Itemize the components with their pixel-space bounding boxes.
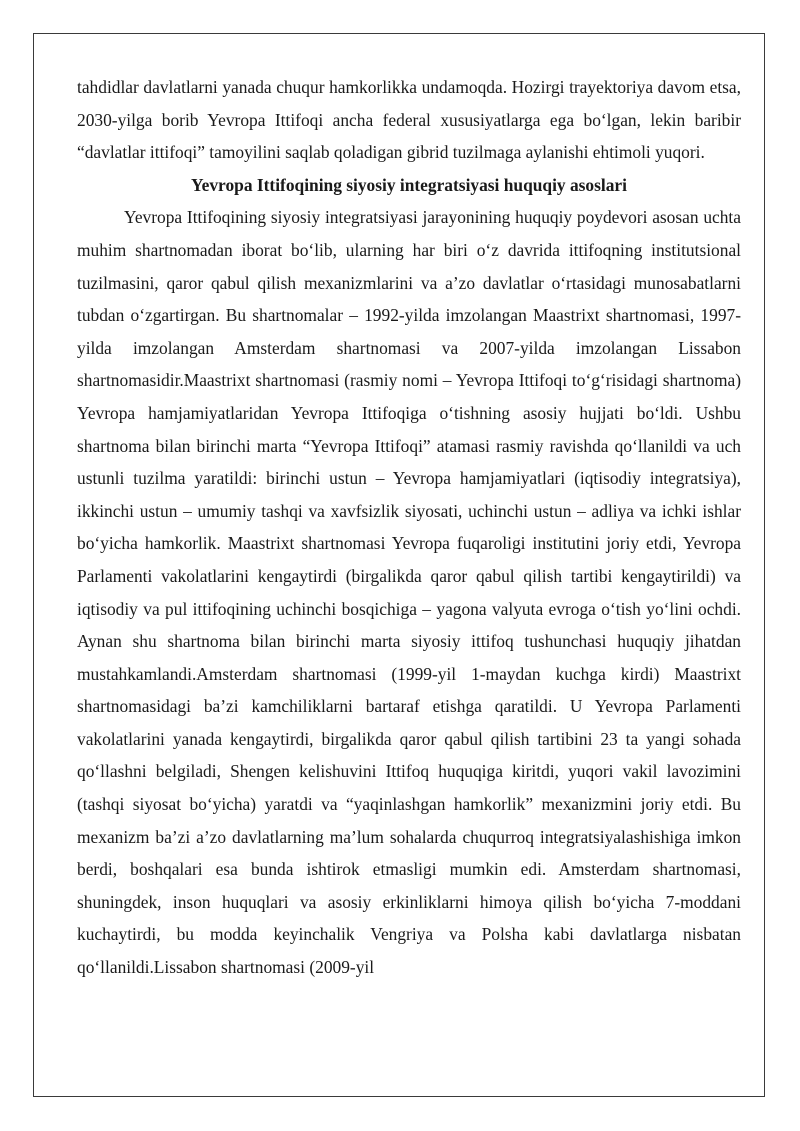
document-body xyxy=(77,71,741,984)
section-heading: Yevropa Ittifoqining siyosiy integratsiyasi huquqiy asoslari xyxy=(191,174,627,195)
intro-paragraph: tahdidlar davlatlarni yanada chuqur hamkorlikka undamoqda. Hozirgi trayektoriya davom etsa, 2030-yilga borib Yevropa Ittifoqi ancha federal xususiyatlarga ega bo‘lgan, lekin baribir “davlatlar ittifoqi” tamoyilini saqlab qoladigan gibrid tuzilmaga aylanishi ehtimoli yuqori. xyxy=(77,77,741,163)
body-paragraph: Yevropa Ittifoqining siyosiy integratsiyasi jarayonining huquqiy poydevori asosan uchta muhim shartnomadan iborat bo‘lib, ularning har biri o‘z davrida ittifoqning institutsional tuzilmasini, qaror qabul qilish mexanizmlarini va a’zo davlatlar o‘rtasidagi munosabatlarni tubdan o‘zgartirgan. Bu shartnomalar – 1992-yilda imzolangan Maastrixt shartnomasi, 1997-yilda imzolangan Amsterdam shartnomasi va 2007-yilda imzolangan Lissabon shartnomasidir.Maastrixt shartnomasi (rasmiy nomi – Yevropa Ittifoqi to‘g‘risidagi shartnoma) Yevropa hamjamiyatlaridan Yevropa Ittifoqiga o‘tishning asosiy hujjati bo‘ldi. Ushbu shartnoma bilan birinchi marta “Yevropa Ittifoqi” atamasi rasmiy ravishda qo‘llanildi va uch ustunli tuzilma yaratildi: birinchi ustun – Yevropa hamjamiyatlari (iqtisodiy integratsiya), ikkinchi ustun – umumiy tashqi va xavfsizlik siyosati, uchinchi ustun – adliya va ichki ishlar bo‘yicha hamkorlik. Maastrixt shartnomasi Yevropa fuqaroligi institutini joriy etdi, Yevropa Parlamenti vakolatlarini kengaytirdi (birgalikda qaror qabul qilish tartibi kengaytirildi) va iqtisodiy va pul ittifoqining uchinchi bosqichiga – yagona valyuta evroga o‘tish yo‘lini ochdi. Aynan shu shartnoma bilan birinchi marta siyosiy ittifoq tushunchasi huquqiy jihatdan mustahkamlandi.Amsterdam shartnomasi (1999-yil 1-maydan kuchga kirdi) Maastrixt shartnomasidagi ba’zi kamchiliklarni bartaraf etishga qaratildi. U Yevropa Parlamenti vakolatlarini yanada kengaytirdi, birgalikda qaror qabul qilish tartibini 23 ta yangi sohada qo‘llashni belgiladi, Shengen kelishuvini Ittifoq huquqiga kiritdi, yuqori vakil lavozimini (tashqi siyosat bo‘yicha) yaratdi va “yaqinlashgan hamkorlik” mexanizmini joriy etdi. Bu mexanizm ba’zi a’zo davlatlarning ma’lum sohalarda chuqurroq integratsiyalashishiga imkon berdi, boshqalari esa bunda ishtirok etmasligi mumkin edi. Amsterdam shartnomasi, shuningdek, inson huquqlari va asosiy erkinliklarni himoya qilish bo‘yicha 7-moddani kuchaytirdi, bu modda keyinchalik Vengriya va Polsha kabi davlatlarga nisbatan qo‘llanildi.Lissabon shartnomasi (2009-yil xyxy=(77,207,741,978)
